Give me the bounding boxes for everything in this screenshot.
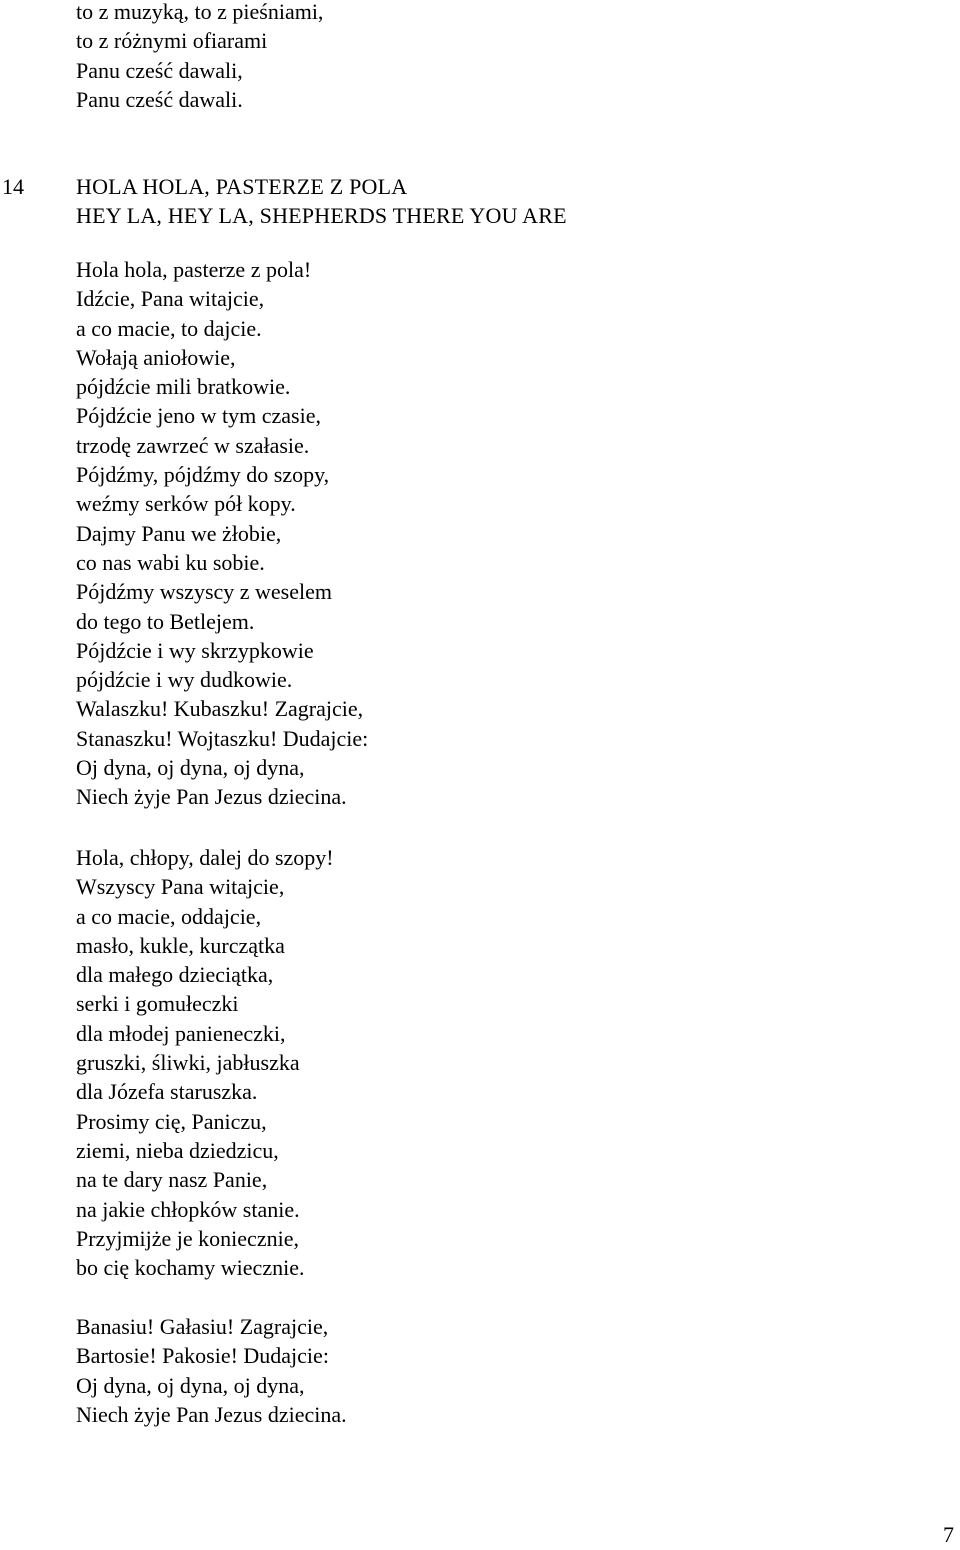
verse-line: Hola hola, pasterze z pola! [76,257,312,282]
verse-line: do tego to Betlejem. [76,608,255,634]
verse-1 [76,255,368,812]
verse-line: dla małego dzieciątka, [76,962,274,988]
verse-line: dla Józefa staruszka. [76,1079,258,1105]
verse-line: dla młodej panieneczki, [76,1020,286,1046]
verse-line: Oj dyna, oj dyna, oj dyna, [76,755,305,781]
verse-line: Wszyscy Pana witajcie, [76,874,285,900]
verse-line: Wołają aniołowie, [76,344,236,370]
intro-line: to z różnymi ofiarami [76,28,268,54]
song-title-english: HEY LA, HEY LA, SHEPHERDS THERE YOU ARE [76,203,567,229]
verse-line: Niech żyje Pan Jezus dziecina. [76,1401,347,1427]
intro-line: Panu cześć dawali, [76,57,243,83]
verse-line: bo cię kochamy wiecznie. [76,1255,305,1281]
verse-line: Przyjmijże je koniecznie, [76,1225,299,1251]
song-number: 14 [2,174,24,199]
verse-line: Stanaszku! Wojtaszku! Dudajcie: [76,725,369,751]
verse-line: Prosimy cię, Paniczu, [76,1108,267,1134]
verse-line: pójdźcie mili bratkowie. [76,374,291,400]
verse-line: Pójdźcie i wy skrzypkowie [76,637,314,663]
verse-line: Dajmy Panu we żłobie, [76,520,282,546]
verse-line: masło, kukle, kurczątka [76,932,285,958]
verse-line: Bartosie! Pakosie! Dudajcie: [76,1343,329,1369]
verse-line: na te dary nasz Panie, [76,1167,268,1193]
verse-line: trzodę zawrzeć w szałasie. [76,432,310,458]
verse-line: gruszki, śliwki, jabłuszka [76,1050,300,1076]
verse-3 [76,1312,347,1429]
verse-line: Pójdźcie jeno w tym czasie, [76,403,321,429]
intro-stanza [76,0,323,114]
page-number: 7 [943,1522,954,1547]
verse-line: weźmy serków pół kopy. [76,491,296,517]
verse-line: Niech żyje Pan Jezus dziecina. [76,784,347,810]
verse-line: na jakie chłopków stanie. [76,1196,300,1222]
verse-line: Oj dyna, oj dyna, oj dyna, [76,1372,305,1398]
verse-2 [76,843,334,1282]
verse-line: serki i gomułeczki [76,991,239,1017]
verse-line: Banasiu! Gałasiu! Zagrajcie, [76,1314,329,1339]
verse-line: Hola, chłopy, dalej do szopy! [76,845,334,870]
verse-line: Pójdźmy wszyscy z weselem [76,579,332,605]
song-title [76,172,567,231]
intro-line: Panu cześć dawali. [76,86,243,112]
song-title-polish: HOLA HOLA, PASTERZE Z POLA [76,174,408,199]
verse-line: pójdźcie i wy dudkowie. [76,667,293,693]
verse-line: co nas wabi ku sobie. [76,549,265,575]
verse-line: Pójdźmy, pójdźmy do szopy, [76,462,330,488]
verse-line: a co macie, to dajcie. [76,315,262,341]
verse-line: a co macie, oddajcie, [76,903,262,929]
verse-line: ziemi, nieba dziedzicu, [76,1137,279,1163]
intro-line: to z muzyką, to z pieśniami, [76,0,324,24]
verse-line: Idźcie, Pana witajcie, [76,286,265,312]
verse-line: Walaszku! Kubaszku! Zagrajcie, [76,696,364,722]
